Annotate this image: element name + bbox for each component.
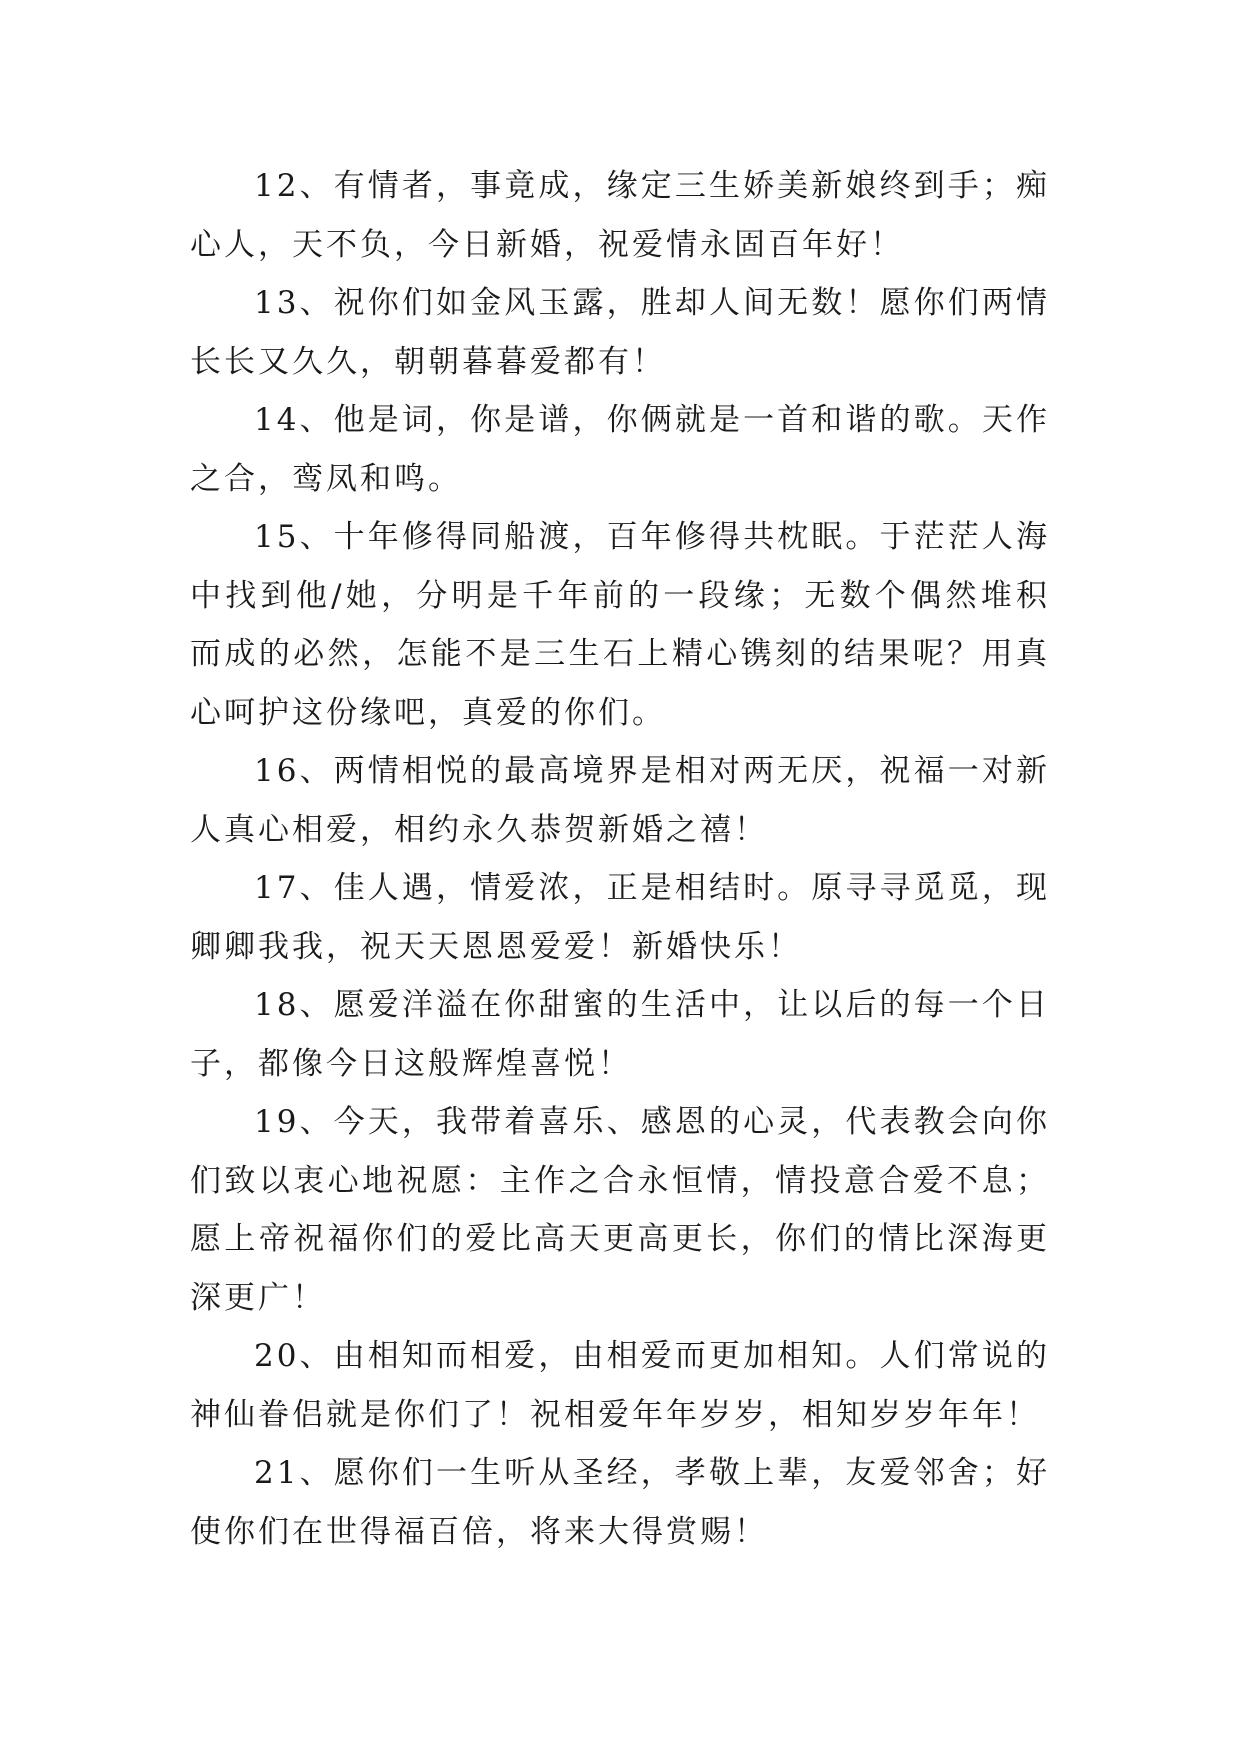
paragraph-18: 18、愿爱洋溢在你甜蜜的生活中，让以后的每一个日子，都像今日这般辉煌喜悦！ bbox=[190, 987, 1050, 1082]
paragraph-12: 12、有情者，事竟成，缘定三生娇美新娘终到手；痴心人，天不负，今日新婚，祝爱情永固百年好！ bbox=[190, 168, 1050, 263]
paragraph-14: 14、他是词，你是谱，你俩就是一首和谐的歌。天作之合，鸾凤和鸣。 bbox=[190, 402, 1050, 497]
paragraph-13: 13、祝你们如金风玉露，胜却人间无数！愿你们两情长长又久久，朝朝暮暮爱都有！ bbox=[190, 285, 1050, 380]
paragraph-19: 19、今天，我带着喜乐、感恩的心灵，代表教会向你们致以衷心地祝愿：主作之合永恒情，情投意合爱不息；愿上帝祝福你们的爱比高天更高更长，你们的情比深海更深更广！ bbox=[190, 1104, 1050, 1316]
paragraph-15: 15、十年修得同船渡，百年修得共枕眠。于茫茫人海中找到他/她，分明是千年前的一段缘；无数个偶然堆积而成的必然，怎能不是三生石上精心镌刻的结果呢？用真心呵护这份缘吧，真爱的你们。 bbox=[190, 519, 1050, 731]
document-body bbox=[190, 157, 1050, 1561]
paragraph-16: 16、两情相悦的最高境界是相对两无厌，祝福一对新人真心相爱，相约永久恭贺新婚之禧！ bbox=[190, 753, 1050, 848]
paragraph-21: 21、愿你们一生听从圣经，孝敬上辈，友爱邻舍；好使你们在世得福百倍，将来大得赏赐！ bbox=[190, 1455, 1050, 1550]
paragraph-20: 20、由相知而相爱，由相爱而更加相知。人们常说的神仙眷侣就是你们了！祝相爱年年岁岁，相知岁岁年年！ bbox=[190, 1338, 1050, 1433]
paragraph-17: 17、佳人遇，情爱浓，正是相结时。原寻寻觅觅，现卿卿我我，祝天天恩恩爱爱！新婚快乐！ bbox=[190, 870, 1050, 965]
